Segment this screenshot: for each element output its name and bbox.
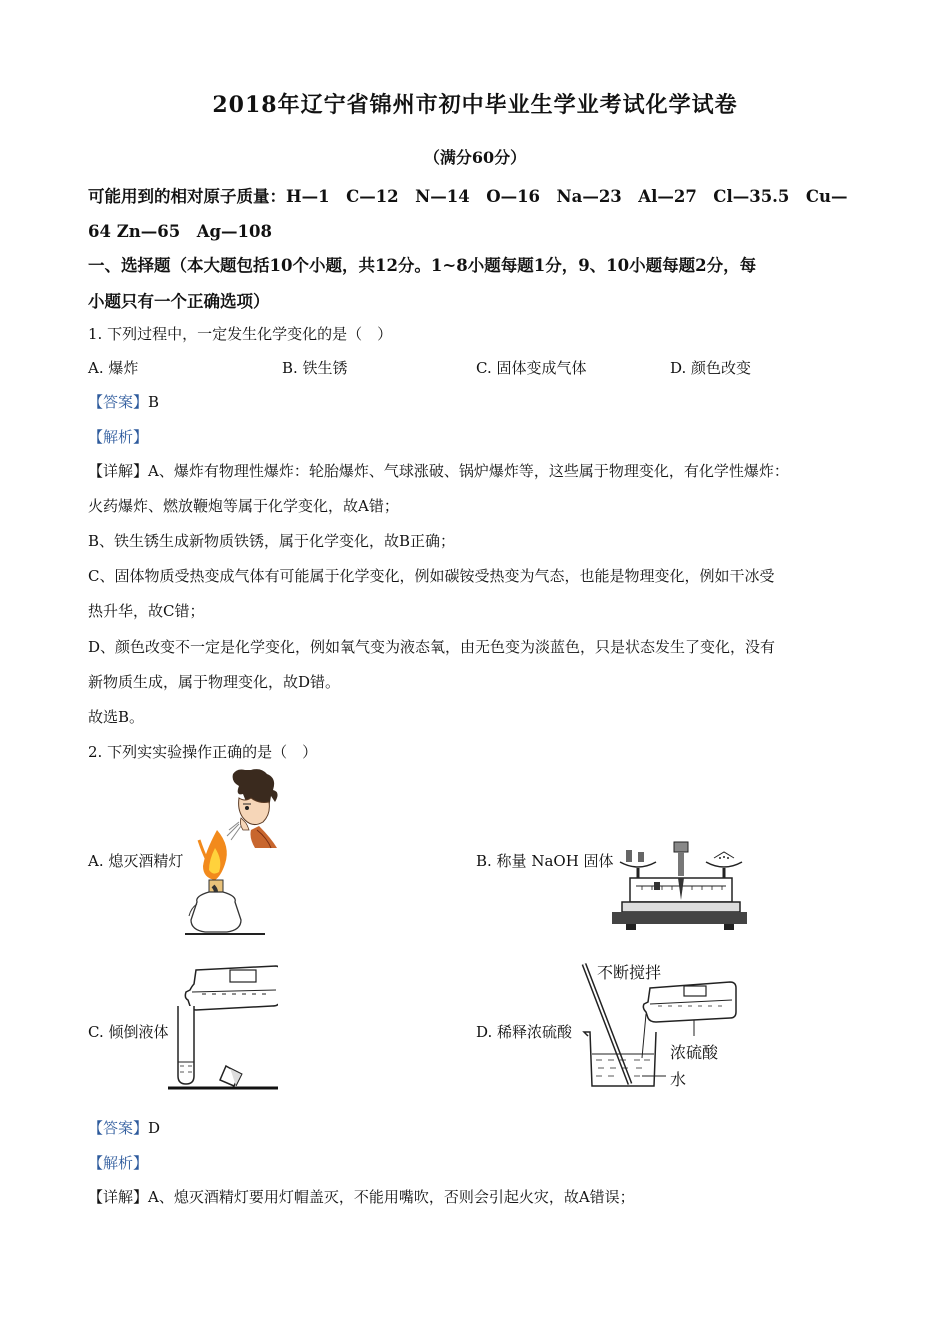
label-stir: 不断搅拌 bbox=[597, 963, 662, 982]
q1-stem: 1. 下列过程中，一定发生化学变化的是（ ） bbox=[88, 325, 393, 343]
q1-answer-label: 【答案】 bbox=[88, 393, 149, 411]
q2-option-c: C. 倾倒液体 bbox=[88, 1023, 169, 1041]
q1-detail-line-6: D、颜色改变不一定是化学变化，例如氧气变为液态氧，由无色变为淡蓝色，只是状态发生了变化，没有 bbox=[88, 638, 776, 656]
q1-option-b: B. 铁生锈 bbox=[282, 359, 348, 377]
flame-icon bbox=[199, 830, 227, 880]
atomic-mass-line-1: 可能用到的相对原子质量：H—1 C—12 N—14 O—16 Na—23 Al—27 Cl—35.5 Cu— bbox=[88, 187, 848, 206]
q2-answer-value: D bbox=[148, 1119, 161, 1137]
q1-detail-line-5: 热升华，故C错； bbox=[88, 602, 205, 620]
q2-stem: 2. 下列实实验操作正确的是（ ） bbox=[88, 743, 318, 761]
exam-subtitle: （满分60分） bbox=[423, 148, 527, 167]
q2-answer bbox=[88, 1117, 160, 1138]
q2-answer-label: 【答案】 bbox=[88, 1119, 149, 1137]
alcohol-lamp-icon bbox=[185, 880, 265, 934]
figure-pouring bbox=[168, 962, 278, 1090]
q2-detail-text: A、熄灭酒精灯要用灯帽盖灭，不能用嘴吹，否则会引起火灾，故A错误； bbox=[148, 1188, 635, 1206]
atomic-mass-line-2: 64 Zn—65 Ag—108 bbox=[88, 222, 272, 241]
q1-detail-line-1 bbox=[88, 460, 789, 481]
label-acid: 浓硫酸 bbox=[670, 1043, 719, 1062]
bottle-stopper-icon bbox=[220, 1066, 242, 1086]
q1-detail-line-4: C、固体物质受热变成气体有可能属于化学变化，例如碳铵受热变为气态，也能是物理变化，例如干冰受 bbox=[88, 567, 775, 585]
exam-title: 2018年辽宁省锦州市初中毕业生学业考试化学试卷 bbox=[212, 92, 738, 118]
q2-option-b: B. 称量 NaOH 固体 bbox=[476, 852, 614, 870]
reagent-bottle-icon bbox=[185, 966, 278, 1010]
q2-analysis-label: 【解析】 bbox=[88, 1154, 149, 1172]
balance-icon bbox=[612, 842, 747, 930]
figure-balance bbox=[612, 838, 747, 933]
q2-detail-line bbox=[88, 1186, 635, 1207]
q1-detail-line-2: 火药爆炸、燃放鞭炮等属于化学变化，故A错； bbox=[88, 497, 399, 515]
q1-detail-line-7: 新物质生成，属于物理变化，故D错。 bbox=[88, 673, 341, 691]
q1-answer bbox=[88, 391, 159, 412]
q1-option-a: A. 爆炸 bbox=[88, 359, 139, 377]
q1-detail-text-1: A、爆炸有物理性爆炸：轮胎爆炸、气球涨破、锅炉爆炸等，这些属于物理变化，有化学性爆炸： bbox=[148, 462, 789, 480]
q2-detail-label: 【详解】 bbox=[88, 1188, 149, 1206]
q1-detail-label: 【详解】 bbox=[88, 462, 149, 480]
q1-option-c: C. 固体变成气体 bbox=[476, 359, 587, 377]
figure-blow-out-lamp bbox=[185, 768, 290, 938]
q1-detail-line-8: 故选B。 bbox=[88, 708, 145, 726]
section-heading-line-2: 小题只有一个正确选项） bbox=[88, 292, 270, 311]
test-tube-icon bbox=[178, 1006, 194, 1084]
person-head-icon bbox=[233, 769, 278, 848]
q1-answer-value: B bbox=[148, 393, 160, 411]
q2-option-d: D. 稀释浓硫酸 bbox=[476, 1023, 573, 1041]
q1-analysis-label: 【解析】 bbox=[88, 428, 149, 446]
q1-detail-line-3: B、铁生锈生成新物质铁锈，属于化学变化，故B正确； bbox=[88, 532, 456, 550]
label-water: 水 bbox=[670, 1070, 687, 1089]
q1-option-d: D. 颜色改变 bbox=[670, 359, 752, 377]
section-heading-line-1: 一、选择题（本大题包括10个小题，共12分。1~8小题每题1分，9、10小题每题2分，每 bbox=[88, 256, 757, 275]
q2-option-a: A. 熄灭酒精灯 bbox=[88, 852, 184, 870]
breath-lines bbox=[227, 822, 241, 840]
